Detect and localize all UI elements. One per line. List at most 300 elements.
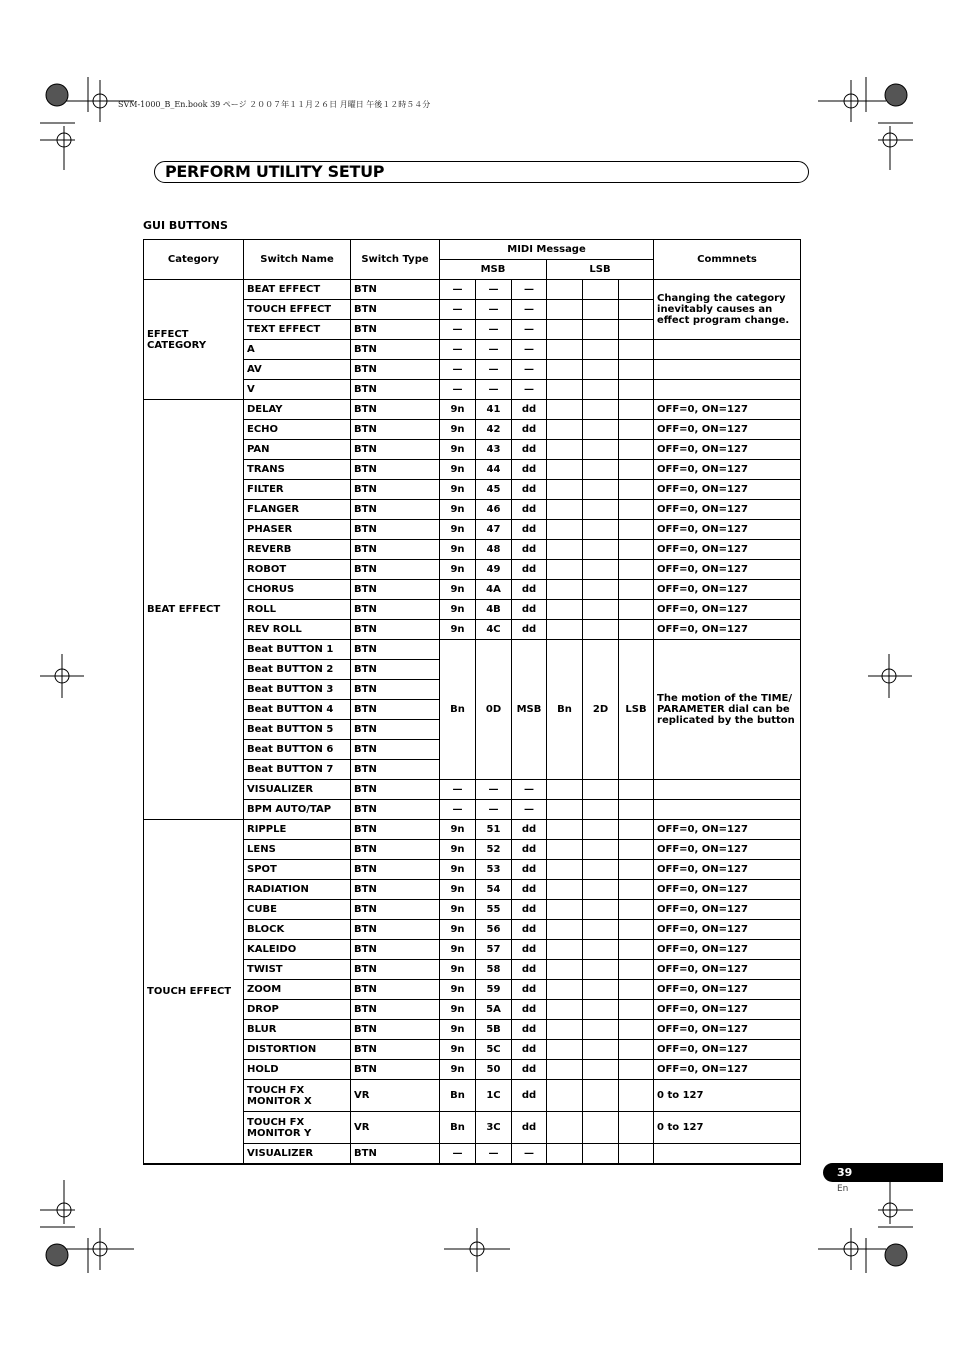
switch-name-cell: RIPPLE	[244, 820, 351, 840]
midi-value-cell	[583, 560, 619, 580]
midi-value-cell: 9n	[440, 880, 476, 900]
midi-value-cell	[619, 900, 654, 920]
midi-value-cell: dd	[512, 580, 547, 600]
midi-value-cell	[583, 540, 619, 560]
midi-value-cell: —	[512, 360, 547, 380]
switch-type-cell: BTN	[351, 300, 440, 320]
midi-value-cell: 48	[476, 540, 512, 560]
midi-value-cell	[547, 980, 583, 1000]
midi-value-cell	[619, 560, 654, 580]
midi-value-cell: —	[512, 320, 547, 340]
midi-value-cell	[619, 940, 654, 960]
midi-value-cell: —	[512, 300, 547, 320]
midi-value-cell: 9n	[440, 960, 476, 980]
midi-value-cell	[547, 840, 583, 860]
switch-name-cell: REVERB	[244, 540, 351, 560]
table-row	[144, 820, 801, 840]
midi-value-cell: 1C	[476, 1080, 512, 1112]
switch-type-cell: BTN	[351, 940, 440, 960]
midi-value-cell: 9n	[440, 840, 476, 860]
page-title: PERFORM UTILITY SETUP	[165, 162, 385, 181]
midi-value-cell: 9n	[440, 920, 476, 940]
midi-value-cell	[547, 540, 583, 560]
midi-value-cell: 9n	[440, 420, 476, 440]
midi-value-cell: 2D	[583, 640, 619, 780]
midi-value-cell: dd	[512, 1112, 547, 1144]
midi-value-cell	[583, 1020, 619, 1040]
switch-type-cell: BTN	[351, 740, 440, 760]
switch-name-cell: BLUR	[244, 1020, 351, 1040]
switch-name-cell: PAN	[244, 440, 351, 460]
midi-value-cell: 57	[476, 940, 512, 960]
midi-value-cell	[583, 920, 619, 940]
midi-value-cell: 56	[476, 920, 512, 940]
switch-type-cell: BTN	[351, 820, 440, 840]
switch-name-cell: Beat BUTTON 5	[244, 720, 351, 740]
midi-value-cell: 9n	[440, 580, 476, 600]
midi-value-cell	[619, 1040, 654, 1060]
midi-value-cell	[583, 900, 619, 920]
comment-cell: OFF=0, ON=127	[654, 860, 801, 880]
midi-value-cell: 45	[476, 480, 512, 500]
midi-value-cell: dd	[512, 440, 547, 460]
midi-value-cell: dd	[512, 1060, 547, 1080]
switch-type-cell: BTN	[351, 720, 440, 740]
header-category: Category	[144, 240, 244, 280]
switch-name-cell: DISTORTION	[244, 1040, 351, 1060]
header-switch-name: Switch Name	[244, 240, 351, 280]
midi-value-cell: 9n	[440, 980, 476, 1000]
midi-value-cell: 55	[476, 900, 512, 920]
midi-value-cell: dd	[512, 820, 547, 840]
comment-cell: OFF=0, ON=127	[654, 880, 801, 900]
midi-value-cell	[619, 1020, 654, 1040]
comment-cell	[654, 360, 801, 380]
midi-value-cell	[619, 800, 654, 820]
switch-name-cell: A	[244, 340, 351, 360]
switch-name-cell: SPOT	[244, 860, 351, 880]
comment-cell: OFF=0, ON=127	[654, 960, 801, 980]
midi-value-cell	[547, 620, 583, 640]
switch-name-cell: Beat BUTTON 4	[244, 700, 351, 720]
midi-value-cell	[619, 380, 654, 400]
switch-type-cell: BTN	[351, 1144, 440, 1165]
switch-name-cell: V	[244, 380, 351, 400]
midi-value-cell	[619, 500, 654, 520]
midi-value-cell	[619, 920, 654, 940]
switch-name-cell: ROBOT	[244, 560, 351, 580]
midi-value-cell	[583, 840, 619, 860]
comment-cell: OFF=0, ON=127	[654, 1020, 801, 1040]
switch-name-cell: CUBE	[244, 900, 351, 920]
comment-cell: OFF=0, ON=127	[654, 820, 801, 840]
comment-cell: OFF=0, ON=127	[654, 580, 801, 600]
midi-value-cell: 43	[476, 440, 512, 460]
switch-type-cell: BTN	[351, 520, 440, 540]
midi-value-cell	[619, 460, 654, 480]
switch-name-cell: Beat BUTTON 6	[244, 740, 351, 760]
comment-cell: 0 to 127	[654, 1112, 801, 1144]
midi-value-cell	[583, 1000, 619, 1020]
switch-type-cell: BTN	[351, 560, 440, 580]
midi-value-cell: Bn	[547, 640, 583, 780]
midi-value-cell: 9n	[440, 460, 476, 480]
comment-cell	[654, 380, 801, 400]
midi-value-cell	[547, 320, 583, 340]
switch-type-cell: BTN	[351, 800, 440, 820]
switch-type-cell: VR	[351, 1080, 440, 1112]
switch-name-cell: FILTER	[244, 480, 351, 500]
midi-value-cell: 9n	[440, 440, 476, 460]
midi-value-cell	[547, 1000, 583, 1020]
table-body	[144, 280, 801, 1165]
midi-value-cell: —	[476, 360, 512, 380]
midi-value-cell	[583, 520, 619, 540]
print-info: SVM-1000_B_En.book 39 ページ ２００７年１１月２６日 月曜日 午後１２時５４分	[118, 100, 431, 109]
midi-value-cell	[547, 500, 583, 520]
comment-cell: OFF=0, ON=127	[654, 520, 801, 540]
midi-value-cell: 9n	[440, 1000, 476, 1020]
midi-value-cell: 9n	[440, 520, 476, 540]
switch-name-cell: VISUALIZER	[244, 1144, 351, 1165]
midi-value-cell: Bn	[440, 640, 476, 780]
switch-type-cell: BTN	[351, 660, 440, 680]
midi-value-cell	[619, 1000, 654, 1020]
switch-name-cell: RADIATION	[244, 880, 351, 900]
header-midi-message: MIDI Message	[440, 240, 654, 260]
midi-value-cell: dd	[512, 920, 547, 940]
midi-value-cell: —	[476, 320, 512, 340]
page-number-tab	[823, 1163, 943, 1182]
midi-value-cell: 49	[476, 560, 512, 580]
comment-cell: OFF=0, ON=127	[654, 1040, 801, 1060]
midi-value-cell: —	[512, 780, 547, 800]
midi-value-cell	[619, 600, 654, 620]
switch-name-cell: CHORUS	[244, 580, 351, 600]
midi-value-cell	[547, 860, 583, 880]
midi-value-cell	[547, 940, 583, 960]
midi-value-cell	[619, 320, 654, 340]
comment-cell: OFF=0, ON=127	[654, 1000, 801, 1020]
switch-type-cell: BTN	[351, 880, 440, 900]
midi-value-cell	[547, 780, 583, 800]
switch-type-cell: BTN	[351, 580, 440, 600]
midi-value-cell: LSB	[619, 640, 654, 780]
switch-name-cell: PHASER	[244, 520, 351, 540]
midi-value-cell: —	[512, 380, 547, 400]
page-language: En	[837, 1184, 849, 1194]
midi-value-cell	[619, 820, 654, 840]
midi-value-cell	[583, 820, 619, 840]
midi-value-cell: —	[440, 300, 476, 320]
midi-value-cell: dd	[512, 420, 547, 440]
midi-value-cell	[583, 860, 619, 880]
midi-value-cell	[547, 340, 583, 360]
switch-name-cell: VISUALIZER	[244, 780, 351, 800]
switch-name-cell: Beat BUTTON 2	[244, 660, 351, 680]
midi-value-cell: dd	[512, 520, 547, 540]
switch-type-cell: BTN	[351, 680, 440, 700]
midi-value-cell: 47	[476, 520, 512, 540]
midi-value-cell	[583, 980, 619, 1000]
switch-name-cell: TEXT EFFECT	[244, 320, 351, 340]
page-header	[154, 161, 809, 183]
midi-value-cell: —	[440, 800, 476, 820]
switch-type-cell: BTN	[351, 1000, 440, 1020]
midi-value-cell	[619, 400, 654, 420]
midi-value-cell	[583, 1060, 619, 1080]
midi-value-cell: dd	[512, 1040, 547, 1060]
switch-name-cell: Beat BUTTON 1	[244, 640, 351, 660]
midi-value-cell: 9n	[440, 820, 476, 840]
midi-value-cell	[619, 340, 654, 360]
midi-value-cell: 4A	[476, 580, 512, 600]
switch-type-cell: BTN	[351, 320, 440, 340]
comment-cell: OFF=0, ON=127	[654, 940, 801, 960]
midi-value-cell: —	[440, 360, 476, 380]
switch-name-cell: REV ROLL	[244, 620, 351, 640]
midi-value-cell: 9n	[440, 560, 476, 580]
switch-name-cell: TOUCH FX MONITOR Y	[244, 1112, 351, 1144]
midi-value-cell	[619, 420, 654, 440]
midi-value-cell: 5A	[476, 1000, 512, 1020]
midi-value-cell: dd	[512, 1020, 547, 1040]
midi-value-cell	[547, 820, 583, 840]
midi-value-cell: 0D	[476, 640, 512, 780]
midi-value-cell	[547, 1112, 583, 1144]
midi-value-cell	[583, 320, 619, 340]
midi-value-cell: —	[440, 280, 476, 300]
midi-value-cell: 3C	[476, 1112, 512, 1144]
midi-value-cell	[583, 280, 619, 300]
switch-name-cell: TWIST	[244, 960, 351, 980]
midi-value-cell	[547, 480, 583, 500]
midi-value-cell: 51	[476, 820, 512, 840]
midi-value-cell: 5C	[476, 1040, 512, 1060]
midi-value-cell	[583, 1112, 619, 1144]
midi-value-cell: 46	[476, 500, 512, 520]
midi-value-cell	[619, 1060, 654, 1080]
comment-cell: Changing the category inevitably causes an effect program change.	[654, 280, 801, 340]
switch-type-cell: BTN	[351, 480, 440, 500]
switch-type-cell: BTN	[351, 1060, 440, 1080]
switch-type-cell: BTN	[351, 1020, 440, 1040]
midi-value-cell: 42	[476, 420, 512, 440]
switch-type-cell: BTN	[351, 840, 440, 860]
midi-value-cell	[547, 880, 583, 900]
midi-value-cell: —	[440, 340, 476, 360]
midi-value-cell: dd	[512, 500, 547, 520]
midi-value-cell	[583, 360, 619, 380]
switch-type-cell: BTN	[351, 340, 440, 360]
midi-value-cell	[619, 520, 654, 540]
switch-type-cell: BTN	[351, 860, 440, 880]
switch-type-cell: BTN	[351, 1040, 440, 1060]
switch-name-cell: ECHO	[244, 420, 351, 440]
midi-value-cell: dd	[512, 560, 547, 580]
switch-name-cell: FLANGER	[244, 500, 351, 520]
midi-value-cell: —	[512, 1144, 547, 1165]
comment-cell	[654, 800, 801, 820]
midi-value-cell	[619, 880, 654, 900]
midi-value-cell	[547, 1080, 583, 1112]
midi-value-cell	[583, 300, 619, 320]
header-switch-type: Switch Type	[351, 240, 440, 280]
midi-value-cell: —	[440, 780, 476, 800]
midi-value-cell	[619, 300, 654, 320]
midi-value-cell	[547, 460, 583, 480]
midi-value-cell: 53	[476, 860, 512, 880]
comment-cell: OFF=0, ON=127	[654, 900, 801, 920]
midi-value-cell: 9n	[440, 500, 476, 520]
comment-cell: OFF=0, ON=127	[654, 620, 801, 640]
midi-value-cell	[619, 1112, 654, 1144]
switch-type-cell: BTN	[351, 400, 440, 420]
midi-value-cell	[619, 980, 654, 1000]
midi-value-cell	[583, 780, 619, 800]
switch-name-cell: TRANS	[244, 460, 351, 480]
midi-value-cell: —	[476, 340, 512, 360]
switch-type-cell: BTN	[351, 620, 440, 640]
midi-value-cell: dd	[512, 960, 547, 980]
header-msb: MSB	[440, 260, 547, 280]
midi-value-cell	[619, 1080, 654, 1112]
midi-value-cell	[619, 620, 654, 640]
table-row	[144, 280, 801, 300]
midi-value-cell	[547, 420, 583, 440]
comment-cell: OFF=0, ON=127	[654, 600, 801, 620]
midi-value-cell: 9n	[440, 940, 476, 960]
midi-value-cell: —	[512, 280, 547, 300]
switch-type-cell: BTN	[351, 980, 440, 1000]
midi-value-cell	[547, 920, 583, 940]
midi-value-cell	[547, 1020, 583, 1040]
switch-name-cell: Beat BUTTON 3	[244, 680, 351, 700]
midi-value-cell	[547, 1040, 583, 1060]
switch-type-cell: BTN	[351, 420, 440, 440]
switch-name-cell: Beat BUTTON 7	[244, 760, 351, 780]
midi-value-cell	[583, 480, 619, 500]
midi-value-cell	[547, 900, 583, 920]
switch-type-cell: VR	[351, 1112, 440, 1144]
category-cell: EFFECT CATEGORY	[144, 280, 244, 400]
midi-table	[143, 239, 801, 1165]
section-title: GUI BUTTONS	[143, 219, 228, 232]
comment-cell: OFF=0, ON=127	[654, 500, 801, 520]
midi-value-cell	[583, 580, 619, 600]
switch-name-cell: HOLD	[244, 1060, 351, 1080]
midi-value-cell	[583, 500, 619, 520]
midi-value-cell	[583, 400, 619, 420]
midi-value-cell: dd	[512, 480, 547, 500]
switch-name-cell: DROP	[244, 1000, 351, 1020]
midi-value-cell	[619, 1144, 654, 1165]
midi-value-cell: 9n	[440, 1020, 476, 1040]
switch-name-cell: TOUCH FX MONITOR X	[244, 1080, 351, 1112]
category-cell: TOUCH EFFECT	[144, 820, 244, 1165]
midi-value-cell	[583, 960, 619, 980]
midi-value-cell: dd	[512, 400, 547, 420]
midi-value-cell	[583, 420, 619, 440]
comment-cell: OFF=0, ON=127	[654, 1060, 801, 1080]
switch-type-cell: BTN	[351, 600, 440, 620]
switch-type-cell: BTN	[351, 960, 440, 980]
midi-value-cell: —	[440, 1144, 476, 1165]
midi-value-cell: 9n	[440, 620, 476, 640]
midi-value-cell: 9n	[440, 1060, 476, 1080]
midi-value-cell	[619, 360, 654, 380]
midi-value-cell: —	[476, 800, 512, 820]
midi-value-cell: 58	[476, 960, 512, 980]
midi-value-cell	[547, 1060, 583, 1080]
switch-type-cell: BTN	[351, 460, 440, 480]
midi-value-cell	[547, 580, 583, 600]
midi-value-cell	[547, 960, 583, 980]
midi-value-cell: 54	[476, 880, 512, 900]
comment-cell: OFF=0, ON=127	[654, 420, 801, 440]
midi-value-cell: 41	[476, 400, 512, 420]
midi-value-cell: dd	[512, 980, 547, 1000]
midi-value-cell	[547, 600, 583, 620]
comment-cell: OFF=0, ON=127	[654, 480, 801, 500]
midi-value-cell	[547, 560, 583, 580]
midi-value-cell	[619, 540, 654, 560]
midi-value-cell: 4C	[476, 620, 512, 640]
midi-value-cell: MSB	[512, 640, 547, 780]
midi-value-cell: 9n	[440, 600, 476, 620]
midi-value-cell: —	[512, 800, 547, 820]
midi-value-cell: 59	[476, 980, 512, 1000]
midi-value-cell: dd	[512, 840, 547, 860]
comment-cell: OFF=0, ON=127	[654, 560, 801, 580]
midi-value-cell	[583, 600, 619, 620]
midi-value-cell: —	[512, 340, 547, 360]
comment-cell: OFF=0, ON=127	[654, 980, 801, 1000]
comment-cell: 0 to 127	[654, 1080, 801, 1112]
switch-name-cell: ZOOM	[244, 980, 351, 1000]
comment-cell: The motion of the TIME/ PARAMETER dial can be replicated by the button	[654, 640, 801, 780]
comment-cell: OFF=0, ON=127	[654, 440, 801, 460]
switch-type-cell: BTN	[351, 280, 440, 300]
midi-value-cell: —	[476, 380, 512, 400]
midi-value-cell: 9n	[440, 860, 476, 880]
midi-value-cell	[619, 440, 654, 460]
midi-value-cell	[583, 440, 619, 460]
header-comments: Commnets	[654, 240, 801, 280]
table-row	[144, 400, 801, 420]
midi-value-cell: dd	[512, 620, 547, 640]
header-lsb: LSB	[547, 260, 654, 280]
midi-value-cell: —	[440, 320, 476, 340]
midi-value-cell: 50	[476, 1060, 512, 1080]
switch-name-cell: DELAY	[244, 400, 351, 420]
comment-cell: OFF=0, ON=127	[654, 540, 801, 560]
switch-type-cell: BTN	[351, 500, 440, 520]
midi-value-cell	[547, 800, 583, 820]
comment-cell: OFF=0, ON=127	[654, 920, 801, 940]
page-number: 39	[837, 1166, 853, 1179]
switch-type-cell: BTN	[351, 640, 440, 660]
category-cell: BEAT EFFECT	[144, 400, 244, 820]
midi-value-cell	[547, 280, 583, 300]
midi-value-cell	[619, 580, 654, 600]
midi-value-cell	[583, 460, 619, 480]
switch-name-cell: BLOCK	[244, 920, 351, 940]
comment-cell	[654, 340, 801, 360]
switch-name-cell: KALEIDO	[244, 940, 351, 960]
midi-value-cell	[619, 840, 654, 860]
midi-value-cell: 9n	[440, 900, 476, 920]
